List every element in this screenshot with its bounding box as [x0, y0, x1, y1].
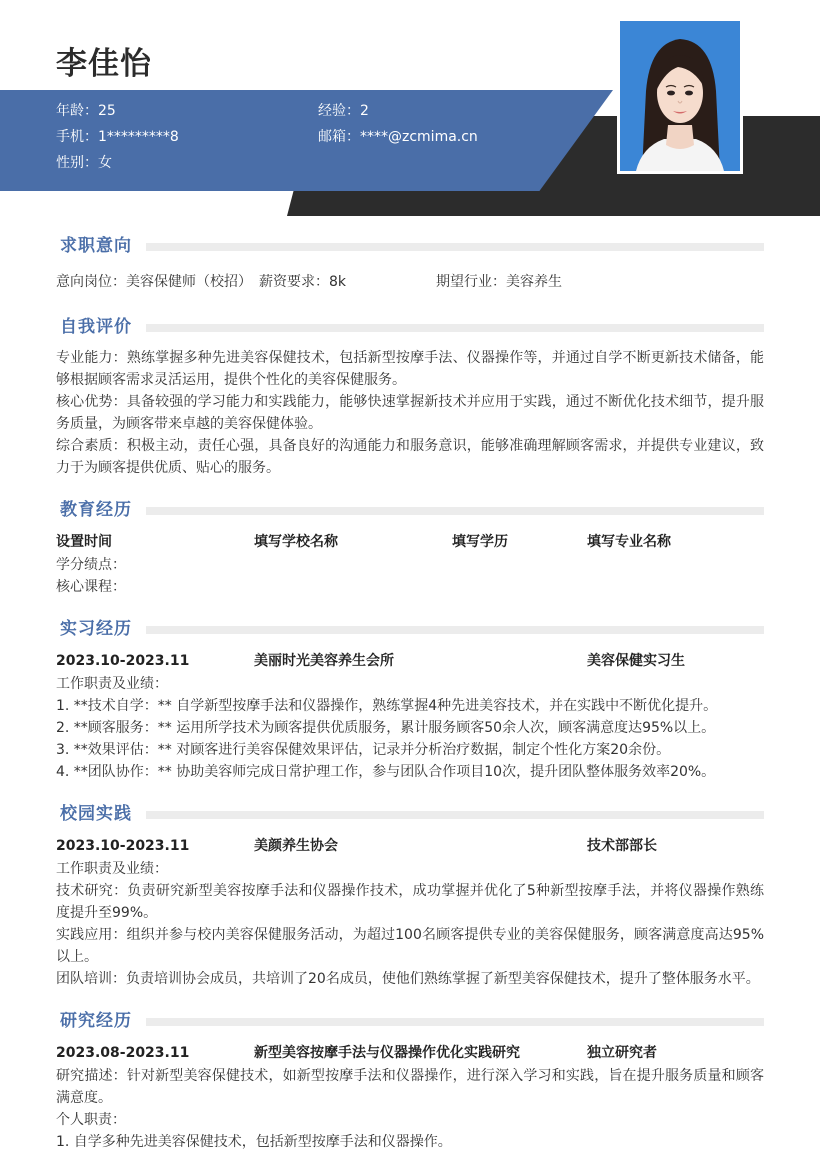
internship-role: 美容保健实习生 — [587, 653, 685, 669]
self-eval-paragraph: 综合素质：积极主动，责任心强，具备良好的沟通能力和服务意识，能够准确理解顾客需求，并提供专业建议，致力于为顾客提供优质、贴心的服务。 — [56, 438, 764, 476]
education-time: 设置时间 — [56, 534, 112, 550]
internship-item: 1. **技术自学：** 自学新型按摩手法和仪器操作，熟练掌握4种先进美容技术，并在实践中不断优化提升。 — [56, 698, 718, 714]
section-divider — [146, 1018, 764, 1026]
section-title: 校园实践 — [60, 802, 142, 826]
research-duties-label: 个人职责： — [56, 1112, 126, 1128]
section-campus — [56, 802, 764, 990]
profile-photo — [617, 18, 743, 174]
portrait-illustration — [620, 21, 740, 171]
research-description: 研究描述：针对新型美容保健技术，如新型按摩手法和仪器操作，进行深入学习和实践，旨在提升服务质量和顾客满意度。 — [56, 1068, 764, 1106]
campus-date: 2023.10-2023.11 — [56, 838, 190, 854]
research-role: 独立研究者 — [587, 1045, 657, 1061]
campus-paragraph: 实践应用：组织并参与校内美容保健服务活动，为超过100名顾客提供专业的美容保健服务，顾客满意度高达95%以上。 — [56, 927, 764, 965]
section-research — [56, 1009, 764, 1153]
education-courses: 核心课程： — [56, 579, 126, 595]
self-eval-paragraph: 专业能力：熟练掌握多种先进美容保健技术，包括新型按摩手法、仪器操作等，并通过自学不断更新技术储备，能够根据顾客需求灵活运用，提供个性化的美容保健服务。 — [56, 350, 764, 388]
section-header — [56, 498, 764, 524]
email-text: 邮箱：****@zcmima.cn — [318, 129, 478, 145]
research-date: 2023.08-2023.11 — [56, 1045, 190, 1061]
section-divider — [146, 811, 764, 819]
gender-text: 性别：女 — [56, 155, 112, 171]
section-header — [56, 315, 764, 341]
education-gpa: 学分绩点： — [56, 557, 126, 573]
section-header — [56, 234, 764, 260]
campus-role: 技术部部长 — [587, 838, 657, 854]
section-header — [56, 802, 764, 828]
section-divider — [146, 243, 764, 251]
section-divider — [146, 626, 764, 634]
section-education — [56, 498, 764, 598]
section-header — [56, 1009, 764, 1035]
objective-salary: 薪资要求：8k — [259, 274, 347, 290]
internship-company: 美丽时光美容养生会所 — [254, 653, 394, 669]
section-divider — [146, 324, 764, 332]
section-title: 研究经历 — [60, 1009, 142, 1033]
objective-position: 意向岗位：美容保健师（校招） — [56, 274, 252, 290]
internship-date: 2023.10-2023.11 — [56, 653, 190, 669]
objective-industry: 期望行业：美容养生 — [436, 274, 562, 290]
candidate-name: 李佳怡 — [56, 46, 152, 82]
section-objective — [56, 234, 764, 294]
campus-org: 美颜养生协会 — [254, 838, 338, 854]
internship-row — [56, 649, 764, 673]
phone-text: 手机：1*********8 — [56, 129, 179, 145]
research-project: 新型美容按摩手法与仪器操作优化实践研究 — [254, 1045, 520, 1061]
section-internship — [56, 617, 764, 783]
section-title: 教育经历 — [60, 498, 142, 522]
section-title: 求职意向 — [60, 234, 142, 258]
age-text: 年龄：25 — [56, 103, 116, 119]
research-item: 1. 自学多种先进美容保健技术，包括新型按摩手法和仪器操作。 — [56, 1134, 452, 1150]
experience-text: 经验：2 — [318, 103, 369, 119]
campus-row — [56, 834, 764, 858]
education-school: 填写学校名称 — [254, 534, 338, 550]
self-eval-paragraph: 核心优势：具备较强的学习能力和实践能力，能够快速掌握新技术并应用于实践，通过不断优化技术细节，提升服务质量，为顾客带来卓越的美容保健体验。 — [56, 394, 764, 432]
objective-row — [56, 270, 764, 294]
research-row — [56, 1041, 764, 1065]
internship-duties-label: 工作职责及业绩： — [56, 676, 168, 692]
campus-paragraph: 技术研究：负责研究新型美容按摩手法和仪器操作技术，成功掌握并优化了5种新型按摩手法，并将仪器操作熟练度提升至99%。 — [56, 883, 764, 921]
section-title: 实习经历 — [60, 617, 142, 641]
internship-item: 2. **顾客服务：** 运用所学技术为顾客提供优质服务，累计服务顾客50余人次，顾客满意度达95%以上。 — [56, 720, 716, 736]
internship-item: 4. **团队协作：** 协助美容师完成日常护理工作，参与团队合作项目10次，提升团队整体服务效率20%。 — [56, 764, 716, 780]
campus-paragraph: 团队培训：负责培训协会成员，共培训了20名成员，使他们熟练掌握了新型美容保健技术，提升了整体服务水平。 — [56, 971, 760, 987]
section-divider — [146, 507, 764, 515]
education-major: 填写专业名称 — [587, 534, 671, 550]
education-row — [56, 530, 764, 554]
internship-item: 3. **效果评估：** 对顾客进行美容保健效果评估，记录并分析治疗数据，制定个性化方案20余份。 — [56, 742, 671, 758]
section-title: 自我评价 — [60, 315, 142, 339]
campus-duties-label: 工作职责及业绩： — [56, 861, 168, 877]
section-header — [56, 617, 764, 643]
education-degree: 填写学历 — [452, 534, 508, 550]
section-self-eval — [56, 315, 764, 479]
